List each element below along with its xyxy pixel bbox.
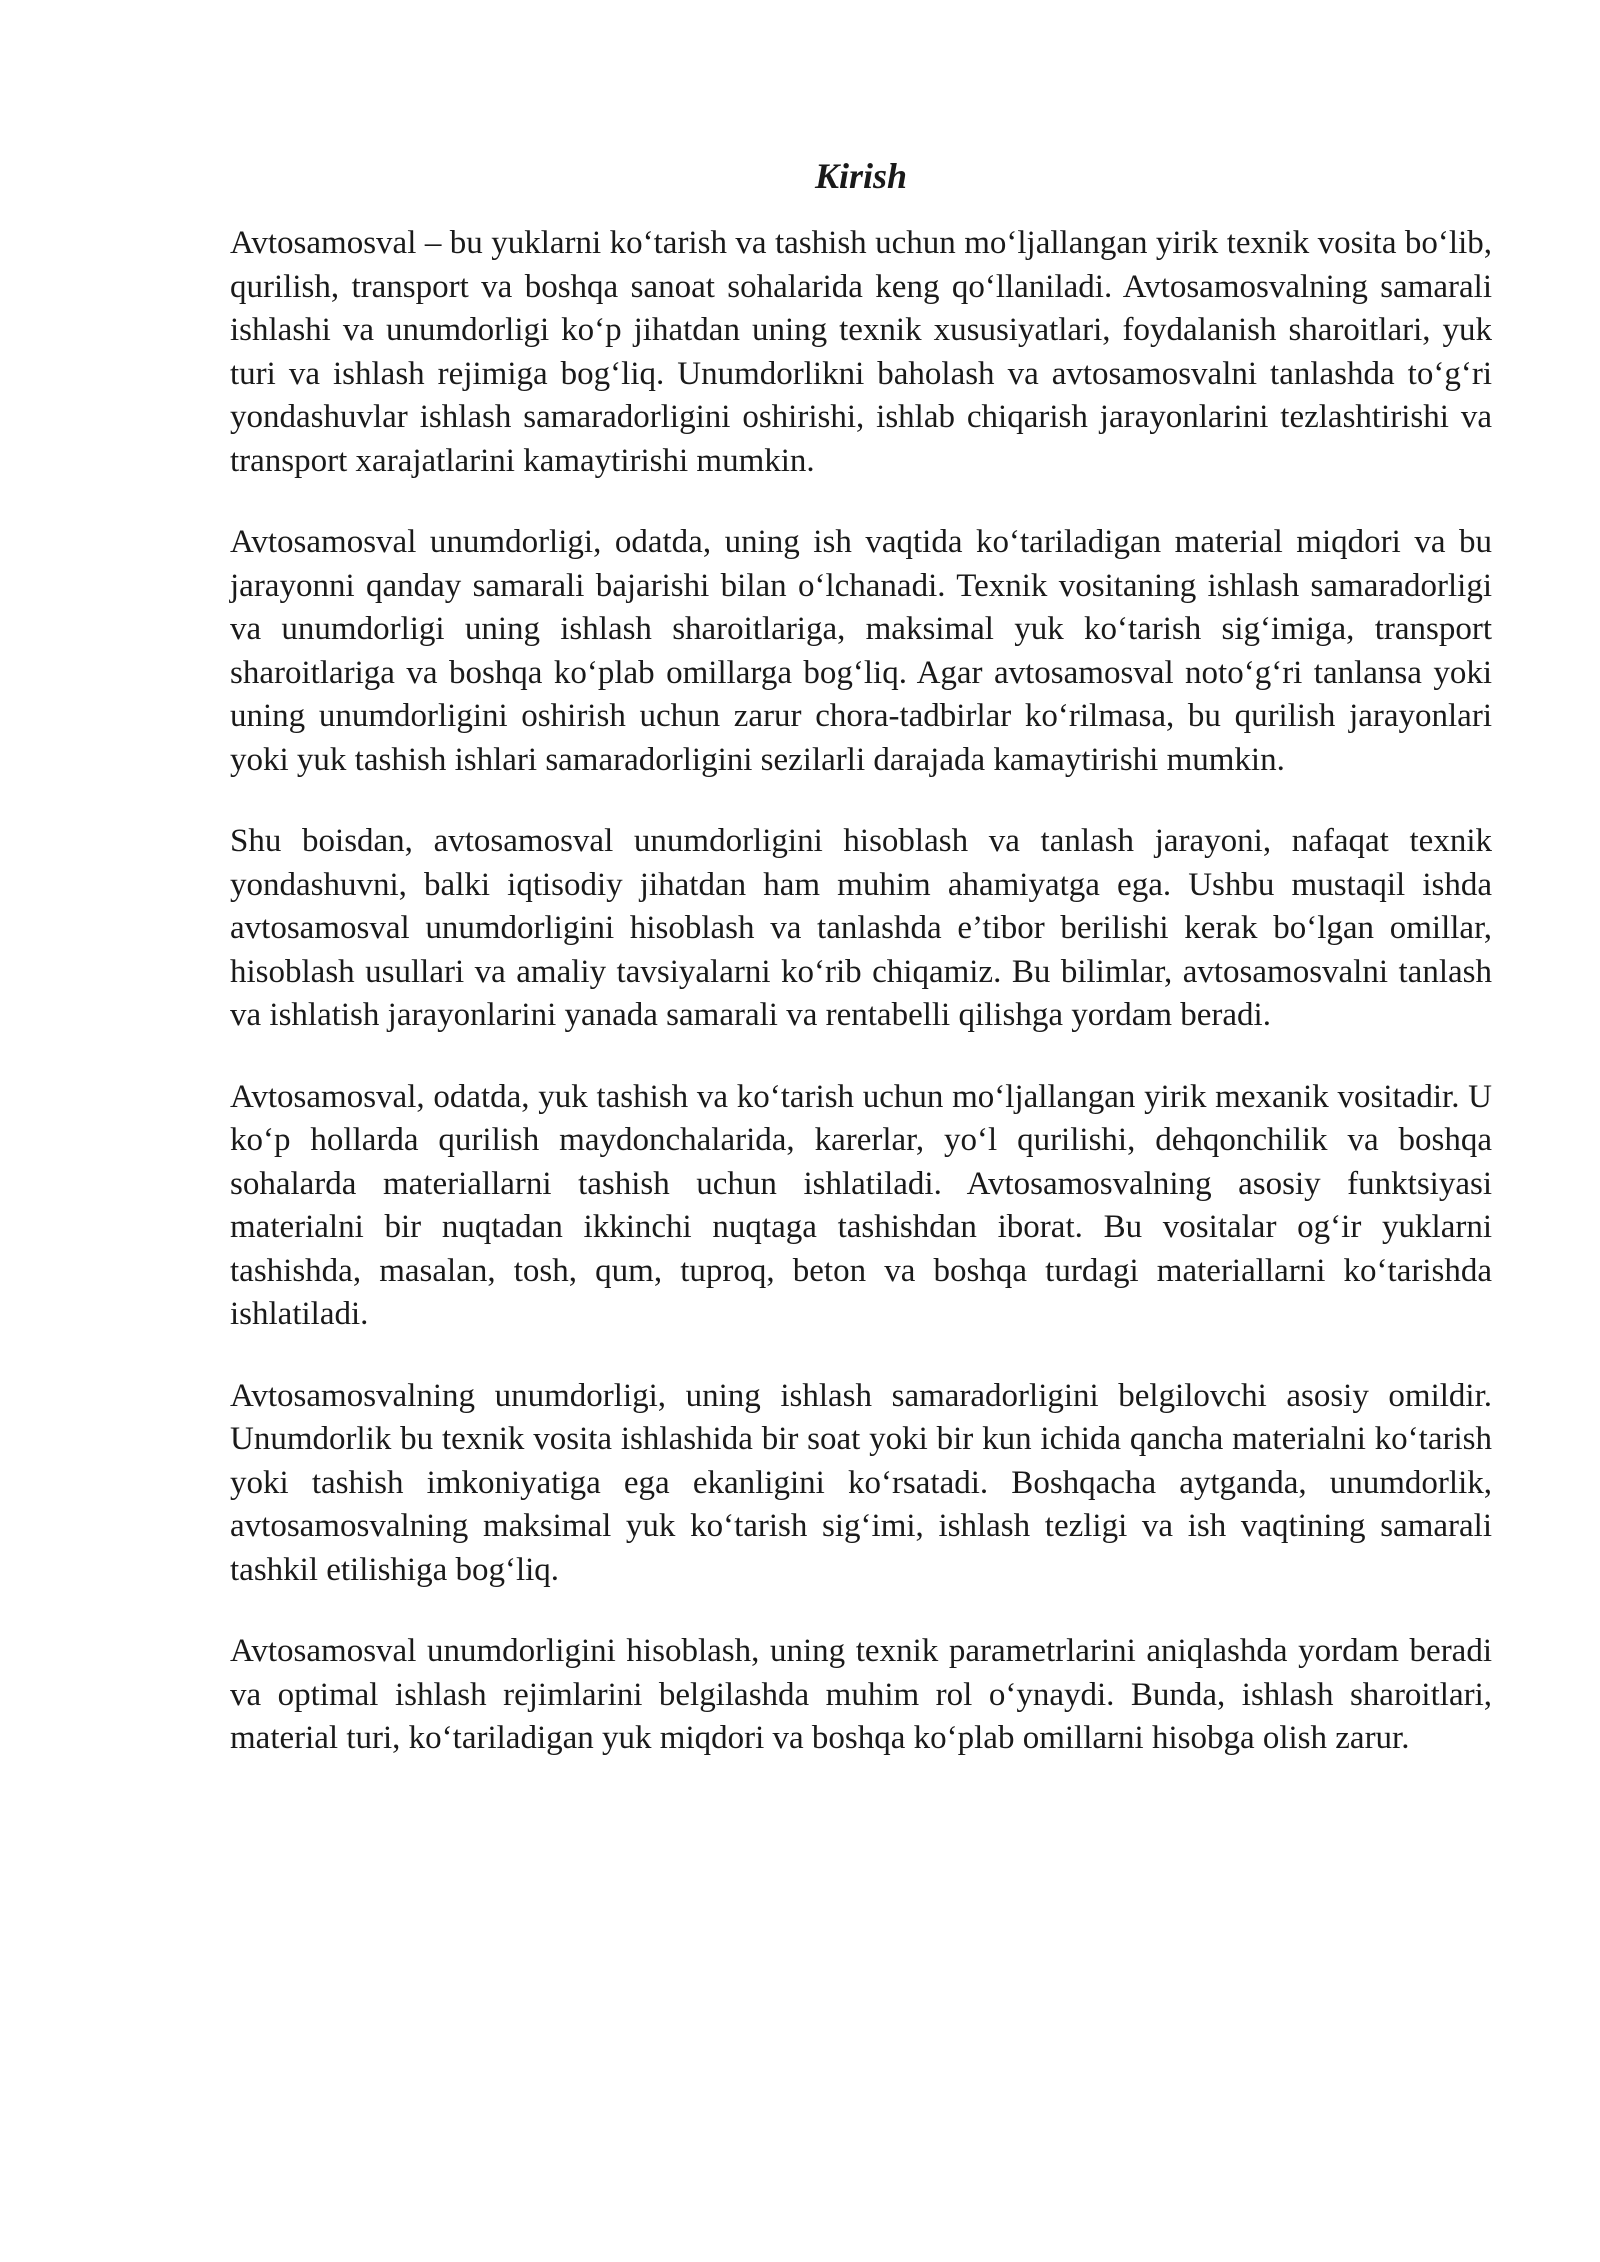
paragraph-4: Avtosamosval, odatda, yuk tashish va koʻtarish uchun moʻljallangan yirik mexanik vositadir. U koʻp hollarda qurilish maydonchalarida, karerlar, yoʻl qurilishi, dehqonchilik va boshqa sohalarda materiallarni tashish uchun ishlatiladi. Avtosamosvalning asosiy funktsiyasi materialni bir nuqtadan ikkinchi nuqtaga tashishdan iborat. Bu vositalar ogʻir yuklarni tashishda, masalan, tosh, qum, tuproq, beton va boshqa turdagi materiallarni koʻtarishda ishlatiladi. [230, 1078, 1492, 1332]
paragraph-5: Avtosamosvalning unumdorligi, uning ishlash samaradorligini belgilovchi asosiy omildir. Unumdorlik bu texnik vosita ishlashida bir soat yoki bir kun ichida qancha materialni koʻtarish yoki tashish imkoniyatiga ega ekanligini koʻrsatadi. Boshqacha aytganda, unumdorlik, avtosamosvalning maksimal yuk koʻtarish sigʻimi, ishlash tezligi va ish vaqtining samarali tashkil etilishiga bogʻliq. [230, 1377, 1492, 1588]
paragraph-2: Avtosamosval unumdorligi, odatda, uning ish vaqtida koʻtariladigan material miqdori va bu jarayonni qanday samarali bajarishi bilan oʻlchanadi. Texnik vositaning ishlash samaradorligi va unumdorligi uning ishlash sharoitlariga, maksimal yuk koʻtarish sigʻimiga, transport sharoitlariga va boshqa koʻplab omillarga bogʻliq. Agar avtosamosval notoʻgʻri tanlansa yoki uning unumdorligini oshirish uchun zarur chora-tadbirlar koʻrilmasa, bu qurilish jarayonlari yoki yuk tashish ishlari samaradorligini sezilarli darajada kamaytirishi mumkin. [230, 524, 1492, 778]
paragraph-3: Shu boisdan, avtosamosval unumdorligini hisoblash va tanlash jarayoni, nafaqat texnik yondashuvni, balki iqtisodiy jihatdan ham muhim ahamiyatga ega. Ushbu mustaqil ishda avtosamosval unumdorligini hisoblash va tanlashda e’tibor berilishi kerak boʻlgan omillar, hisoblash usullari va amaliy tavsiyalarni koʻrib chiqamiz. Bu bilimlar, avtosamosvalni tanlash va ishlatish jarayonlarini yanada samarali va rentabelli qilishga yordam beradi. [230, 823, 1492, 1033]
document-page [230, 150, 1492, 1799]
paragraph-1: Avtosamosval – bu yuklarni koʻtarish va tashish uchun moʻljallangan yirik texnik vosita boʻlib, qurilish, transport va boshqa sanoat sohalarida keng qoʻllaniladi. Avtosamosvalning samarali ishlashi va unumdorligi koʻp jihatdan uning texnik xususiyatlari, foydalanish sharoitlari, yuk turi va ishlash rejimiga bogʻliq. Unumdorlikni baholash va avtosamosvalni tanlashda toʻgʻri yondashuvlar ishlash samaradorligini oshirishi, ishlab chiqarish jarayonlarini tezlashtirishi va transport xarajatlarini kamaytirishi mumkin. [230, 225, 1492, 479]
paragraph-6: Avtosamosval unumdorligini hisoblash, uning texnik parametrlarini aniqlashda yordam beradi va optimal ishlash rejimlarini belgilashda muhim rol oʻynaydi. Bunda, ishlash sharoitlari, material turi, koʻtariladigan yuk miqdori va boshqa koʻplab omillarni hisobga olish zarur. [230, 1633, 1492, 1756]
document-title: Kirish [814, 156, 908, 196]
